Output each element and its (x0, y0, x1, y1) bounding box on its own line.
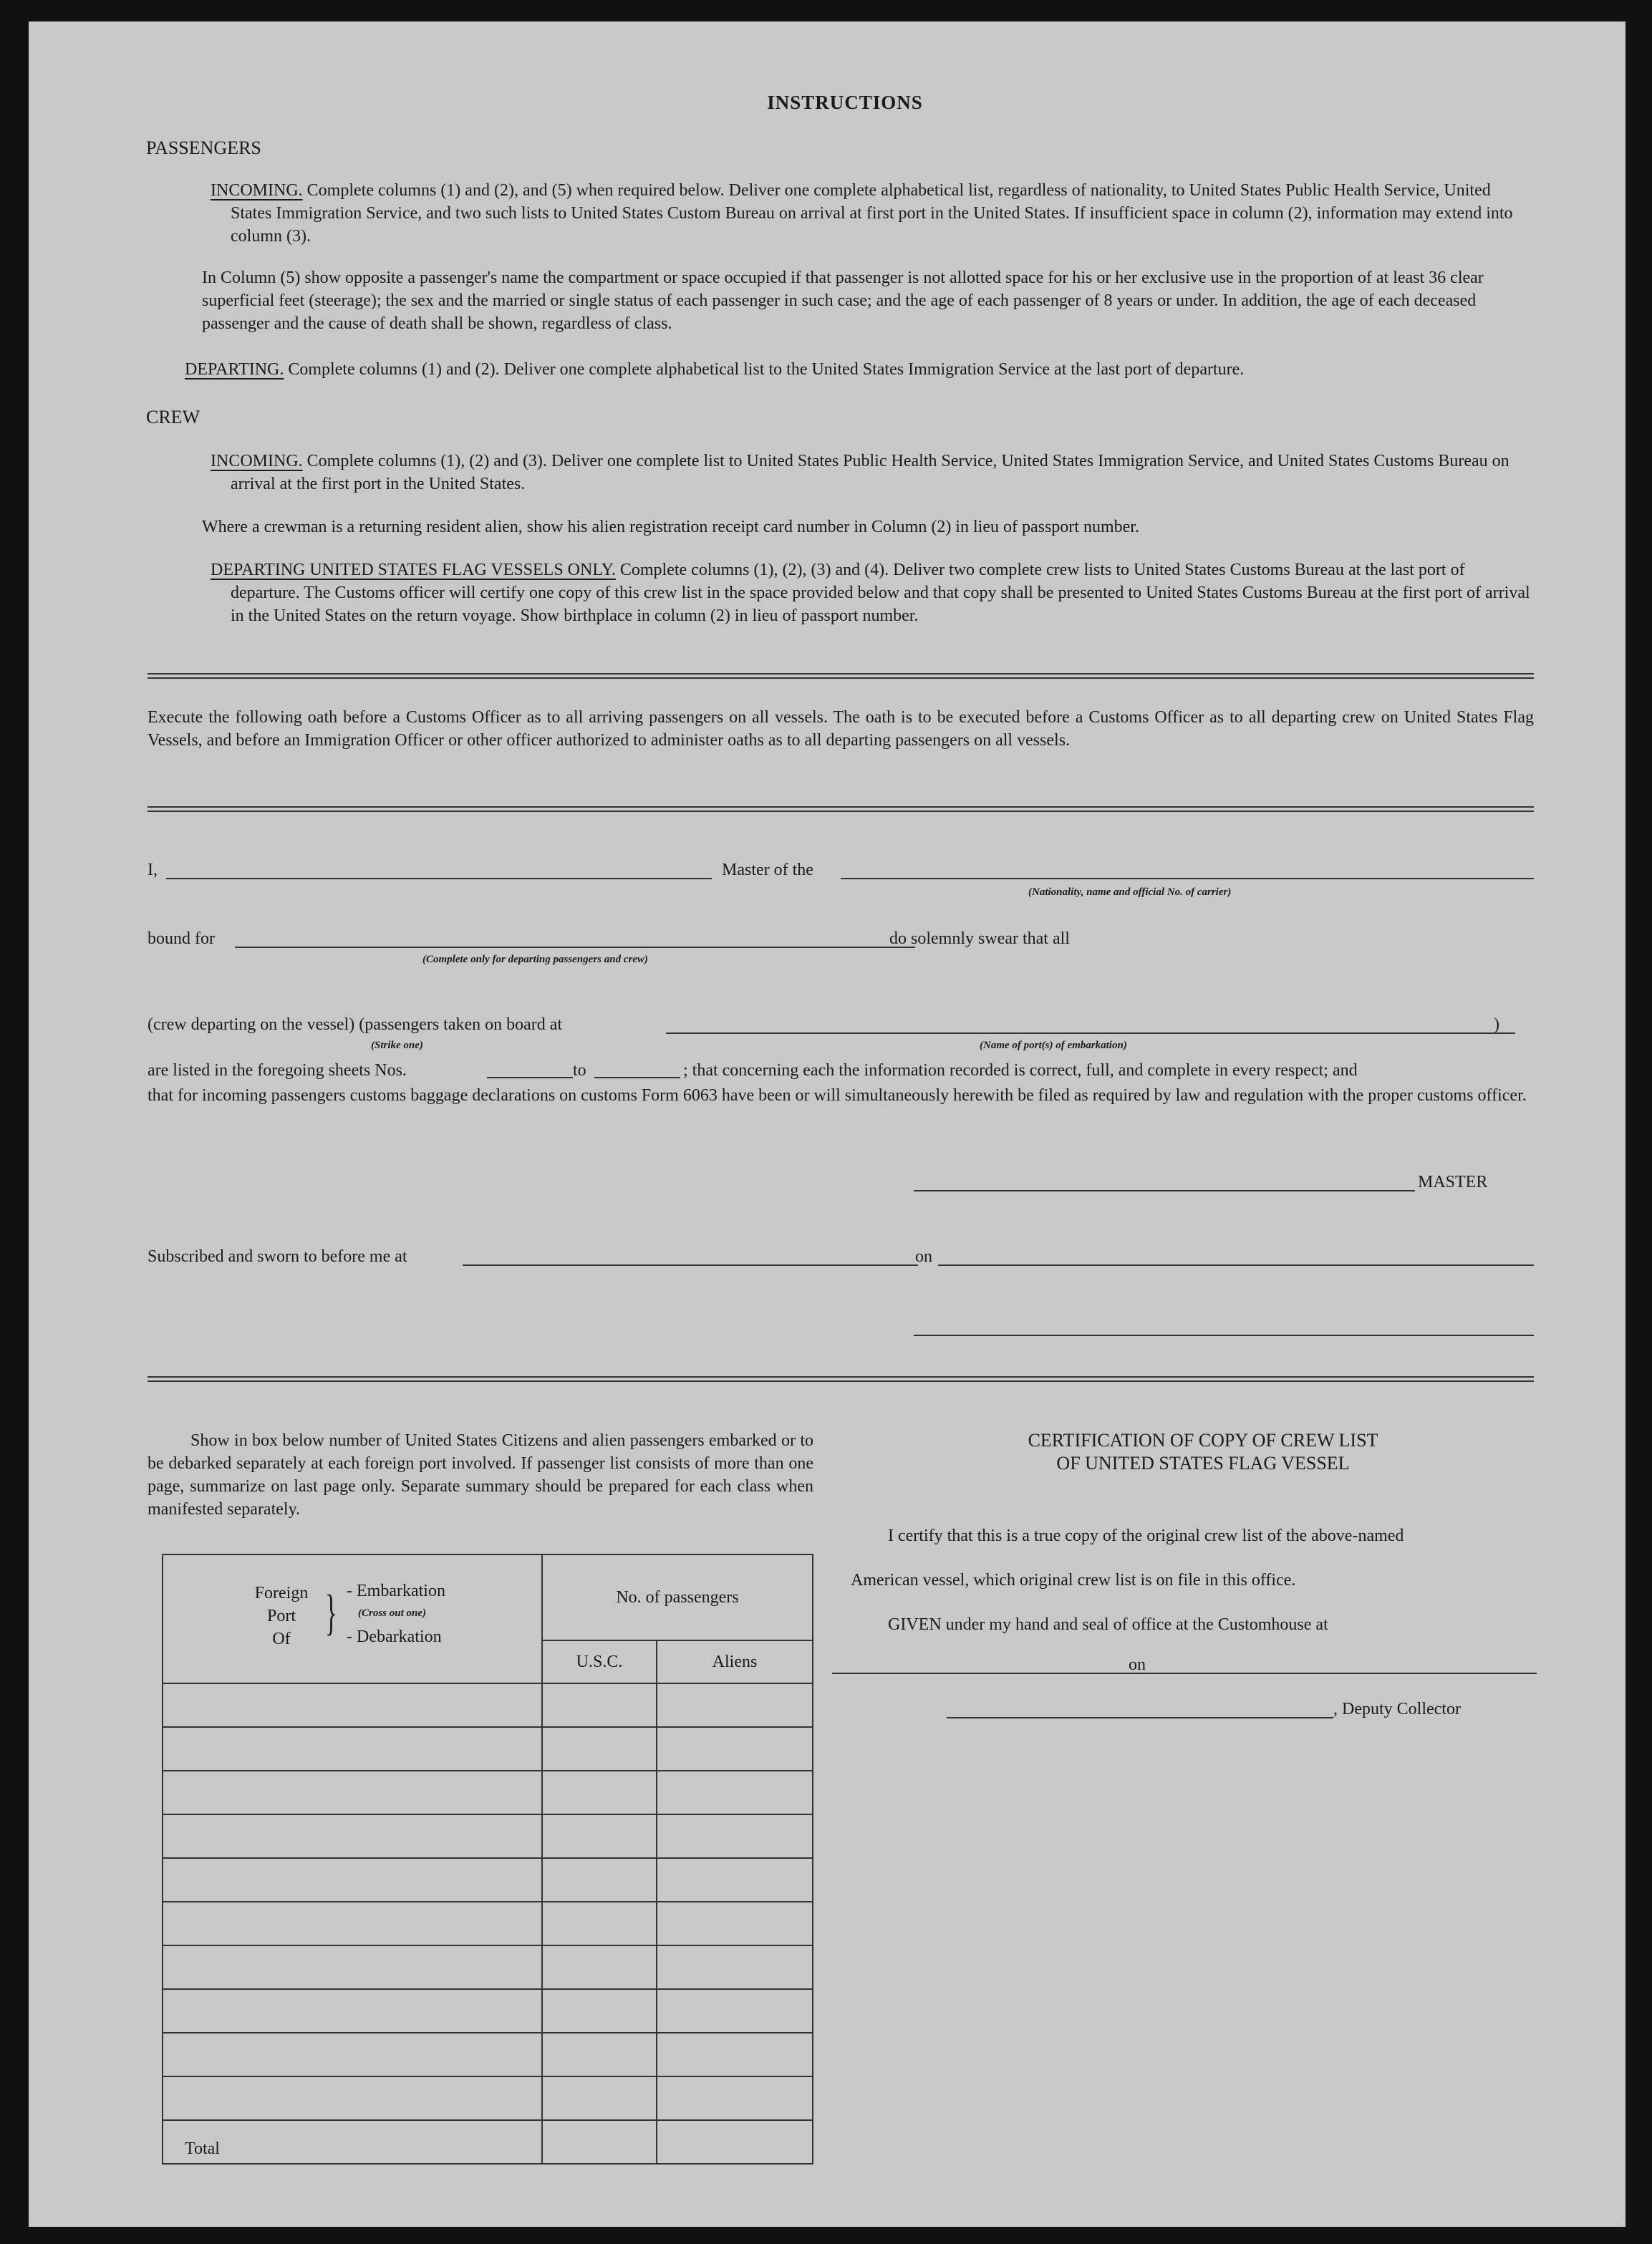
oath-subscribed: Subscribed and sworn to before me at (148, 1247, 407, 1266)
divider-3 (148, 1376, 1534, 1382)
debarkation-label[interactable]: - Debarkation (347, 1628, 442, 1646)
master-signature-line[interactable] (914, 1190, 1415, 1191)
aliens-cell[interactable] (657, 1683, 813, 1727)
passengers-departing-text: Complete columns (1) and (2). Deliver one complete alphabetical list to the United States Immigration Service at the last port of departure. (284, 360, 1245, 379)
departing-caption: (Complete only for departing passengers and crew) (422, 954, 648, 965)
table-row (163, 1945, 813, 1989)
certify-line1: I certify that this is a true copy of the original crew list of the above-named (888, 1527, 1404, 1545)
crew-incoming-paragraph (211, 450, 1534, 495)
no-passengers-header: No. of passengers (542, 1554, 813, 1640)
divider-1 (148, 673, 1534, 679)
passenger-summary-table (162, 1554, 813, 2165)
passengers-heading: PASSENGERS (146, 137, 261, 158)
passengers-departing-paragraph (185, 358, 1534, 381)
crew-incoming-text: Complete columns (1), (2) and (3). Deliver one complete list to United States Public Health Service, United States Immigration Service, and United States Customs Bureau on arrival at the first port in the United States. (231, 452, 1509, 493)
port-cell[interactable] (163, 1683, 542, 1727)
strike-caption: (Strike one) (371, 1040, 423, 1051)
cert-date-field[interactable] (1150, 1673, 1537, 1674)
aliens-cell[interactable] (657, 2076, 813, 2120)
oath-to: to (573, 1061, 586, 1080)
oath-on: on (915, 1247, 932, 1266)
instructions-title: INSTRUCTIONS (767, 92, 923, 113)
officer-signature-line[interactable] (914, 1335, 1534, 1336)
port-header-cell (163, 1554, 542, 1683)
port-cell[interactable] (163, 1727, 542, 1771)
bound-for-field[interactable] (235, 947, 915, 948)
oath-listed-prefix: are listed in the foregoing sheets Nos. (148, 1061, 407, 1080)
divider-2 (148, 806, 1534, 812)
crew-departing-paragraph (211, 558, 1534, 627)
deputy-signature-line[interactable] (947, 1717, 1333, 1718)
port-cell[interactable] (163, 2033, 542, 2076)
usc-cell[interactable] (542, 1858, 657, 1902)
certify-line2: American vessel, which original crew list is on file in this office. (851, 1571, 1296, 1590)
total-label: Total (163, 2120, 542, 2164)
usc-total-cell[interactable] (542, 2120, 657, 2164)
usc-cell[interactable] (542, 2033, 657, 2076)
certification-title-line1: CERTIFICATION OF COPY OF CREW LIST (1028, 1430, 1378, 1451)
sworn-location-field[interactable] (463, 1264, 918, 1266)
usc-cell[interactable] (542, 1814, 657, 1858)
passengers-incoming-label: INCOMING. (211, 181, 303, 200)
port-cell[interactable] (163, 1902, 542, 1945)
oath-listed-suffix: ; that concerning each the information recorded is correct, full, and complete in every respect; and (683, 1061, 1358, 1080)
table-row (163, 1858, 813, 1902)
usc-cell[interactable] (542, 1945, 657, 1989)
oath-i-label: I, (148, 861, 158, 879)
aliens-cell[interactable] (657, 1902, 813, 1945)
aliens-cell[interactable] (657, 1814, 813, 1858)
oath-bound-for: bound for (148, 929, 215, 948)
master-name-field[interactable] (166, 878, 712, 879)
port-cell[interactable] (163, 1858, 542, 1902)
table-row (163, 1727, 813, 1771)
port-header-line-foreign: Foreign (254, 1584, 309, 1602)
passengers-departing-label: DEPARTING. (185, 360, 284, 379)
certification-title-line2: OF UNITED STATES FLAG VESSEL (1056, 1453, 1350, 1474)
carrier-caption: (Nationality, name and official No. of carrier) (1028, 886, 1232, 898)
port-header-line-port: Port (266, 1607, 296, 1625)
aliens-cell[interactable] (657, 1858, 813, 1902)
given-line: GIVEN under my hand and seal of office at the Customhouse at (888, 1615, 1328, 1634)
crew-heading: CREW (146, 407, 201, 427)
port-cell[interactable] (163, 1814, 542, 1858)
passengers-incoming-paragraph (211, 179, 1534, 248)
bracket-glyph: } (325, 1585, 337, 1640)
embark-caption: (Name of port(s) of embarkation) (980, 1040, 1127, 1051)
crew-incoming-label: INCOMING. (211, 452, 303, 470)
oath-intro: Execute the following oath before a Customs Officer as to all arriving passengers on all vessels. The oath is to be executed before a Customs Officer as to all departing crew on United States Flag Vessels, and before an Immigration Officer or other officer authorized to administer oaths as to all departing passengers on all vessels. (148, 708, 1534, 750)
sheet-from-field[interactable] (487, 1077, 573, 1078)
crew-resident-paragraph: Where a crewman is a returning resident alien, show his alien registration receipt card number in Column (2) in lieu of passport number. (202, 518, 1139, 536)
usc-cell[interactable] (542, 1683, 657, 1727)
oath-strike-choice: (crew departing on the vessel) (passengers taken on board at (148, 1015, 563, 1034)
table-row (163, 1683, 813, 1727)
oath-close-paren: ) (1494, 1015, 1499, 1034)
usc-cell[interactable] (542, 1989, 657, 2033)
port-header-line-of: Of (272, 1630, 291, 1648)
port-cell[interactable] (163, 2076, 542, 2120)
table-row (163, 1771, 813, 1814)
table-row (163, 1814, 813, 1858)
aliens-total-cell[interactable] (657, 2120, 813, 2164)
table-row (163, 1902, 813, 1945)
cert-on: on (1129, 1655, 1146, 1674)
oath-swear: do solemnly swear that all (889, 929, 1070, 948)
oath-master-of: Master of the (722, 861, 813, 879)
deputy-collector-label: , Deputy Collector (1333, 1700, 1461, 1718)
passengers-column5-paragraph: In Column (5) show opposite a passenger's name the compartment or space occupied if that passenger is not allotted space for his or her exclusive use in the proportion of at least 36 clear superficial feet (steerage); the sex and the married or single status of each passenger in such case; and the age of each passenger of 8 years or under. In addition, the age of each deceased passenger and the cause of death shall be shown, regardless of class. (202, 269, 1484, 333)
form-page (29, 21, 1626, 2227)
sheet-to-field[interactable] (594, 1077, 680, 1078)
usc-cell[interactable] (542, 2076, 657, 2120)
port-header-label (242, 1582, 321, 1650)
oath-listed-rest: that for incoming passengers customs baggage declarations on customs Form 6063 have been or will simultaneously herewith be filed as required by law and regulation with the proper customs officer. (148, 1086, 1527, 1105)
sworn-date-field[interactable] (938, 1264, 1534, 1266)
aliens-cell[interactable] (657, 1771, 813, 1814)
aliens-cell[interactable] (657, 1945, 813, 1989)
crew-departing-label: DEPARTING UNITED STATES FLAG VESSELS ONLY. (211, 561, 616, 579)
embarkation-port-field[interactable] (666, 1032, 1515, 1034)
embarkation-label[interactable]: - Embarkation (347, 1582, 445, 1600)
usc-cell[interactable] (542, 1902, 657, 1945)
aliens-header: Aliens (657, 1640, 813, 1683)
usc-cell[interactable] (542, 1727, 657, 1771)
summary-instructions: Show in box below number of United States Citizens and alien passengers embarked or to be debarked separately at each foreign port involved. If passenger list consists of more than one page, summarize on last page only. Separate summary should be prepared for each class when manifested separately. (148, 1431, 813, 1519)
certification-title (931, 1429, 1475, 1475)
total-row (163, 2120, 813, 2164)
table-row (163, 1989, 813, 2033)
crew-departing-text: Complete columns (1), (2), (3) and (4). Deliver two complete crew lists to United States Customs Bureau at the last port of departure. The Customs officer will certify one copy of this crew list in the space provided below and that copy shall be presented to United States Customs Bureau at the first port of arrival in the United States on the return voyage. Show birthplace in column (2) in lieu of passport number. (231, 561, 1530, 625)
oath-master: MASTER (1418, 1173, 1488, 1191)
carrier-field[interactable] (841, 878, 1534, 879)
usc-cell[interactable] (542, 1771, 657, 1814)
aliens-cell[interactable] (657, 1989, 813, 2033)
table-row (163, 2076, 813, 2120)
aliens-cell[interactable] (657, 2033, 813, 2076)
port-cell[interactable] (163, 1945, 542, 1989)
passengers-incoming-text: Complete columns (1) and (2), and (5) when required below. Deliver one complete alphabetical list, regardless of nationality, to United States Public Health Service, United States Immigration Service, and two such lists to United States Custom Bureau on arrival at first port in the United States. If insufficient space in column (2), information may extend into column (3). (231, 181, 1513, 246)
usc-header: U.S.C. (542, 1640, 657, 1683)
cross-out-caption: (Cross out one) (358, 1607, 427, 1619)
table-row (163, 2033, 813, 2076)
port-cell[interactable] (163, 1989, 542, 2033)
aliens-cell[interactable] (657, 1727, 813, 1771)
port-cell[interactable] (163, 1771, 542, 1814)
customhouse-location-field[interactable] (832, 1673, 1154, 1674)
